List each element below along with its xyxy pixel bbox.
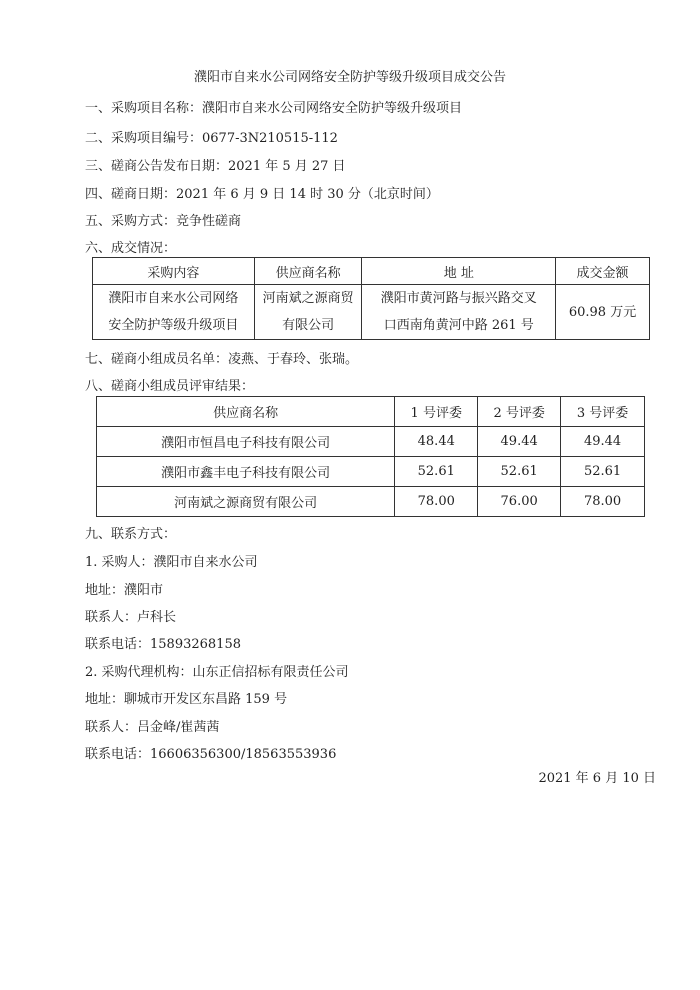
header-address: 地 址 — [362, 258, 556, 285]
agency-line: 2. 采购代理机构：山东正信招标有限责任公司 — [85, 665, 349, 680]
project-number-line: 二、采购项目编号：0677-3N210515-112 — [85, 131, 338, 146]
panel-members-line: 七、磋商小组成员名单：凌燕、于春玲、张瑞。 — [85, 352, 359, 367]
score: 52.61 — [561, 457, 645, 487]
deal-table — [92, 257, 650, 340]
procurement-method-line: 五、采购方式：竞争性磋商 — [85, 214, 242, 229]
agency-address-line: 地址：聊城市开发区东昌路 159 号 — [85, 692, 288, 707]
score: 49.44 — [561, 427, 645, 457]
score-table-header — [97, 397, 645, 427]
header-judge-1: 1 号评委 — [395, 397, 478, 427]
project-name-line: 一、采购项目名称：濮阳市自来水公司网络安全防护等级升级项目 — [85, 101, 463, 116]
header-content: 采购内容 — [93, 258, 255, 285]
deal-table-header — [93, 258, 650, 285]
cell-amount: 60.98 万元 — [556, 285, 650, 340]
score: 52.61 — [395, 457, 478, 487]
supplier-name: 河南斌之源商贸有限公司 — [97, 487, 395, 517]
header-judge-3: 3 号评委 — [561, 397, 645, 427]
cell-supplier: 河南斌之源商贸 有限公司 — [254, 285, 362, 340]
header-judge-2: 2 号评委 — [478, 397, 561, 427]
score: 78.00 — [395, 487, 478, 517]
score: 49.44 — [478, 427, 561, 457]
negotiation-date-line: 四、磋商日期：2021 年 6 月 9 日 14 时 30 分（北京时间） — [85, 187, 439, 202]
contact-heading: 九、联系方式： — [85, 527, 177, 542]
supplier-name: 濮阳市鑫丰电子科技有限公司 — [97, 457, 395, 487]
agency-contact-line: 联系人：吕金峰/崔茜茜 — [85, 720, 220, 735]
purchaser-phone-line: 联系电话：15893268158 — [85, 637, 241, 652]
score: 52.61 — [478, 457, 561, 487]
header-supplier: 供应商名称 — [254, 258, 362, 285]
announcement-date-line: 三、磋商公告发布日期：2021 年 5 月 27 日 — [85, 159, 346, 174]
header-amount: 成交金额 — [556, 258, 650, 285]
purchaser-line: 1. 采购人：濮阳市自来水公司 — [85, 555, 258, 570]
document-title: 濮阳市自来水公司网络安全防护等级升级项目成交公告 — [193, 70, 506, 85]
score: 76.00 — [478, 487, 561, 517]
agency-phone-line: 联系电话：16606356300/18563553936 — [85, 747, 337, 762]
table-row — [97, 487, 645, 517]
score-table — [96, 396, 645, 517]
cell-address: 濮阳市黄河路与振兴路交叉 口西南角黄河中路 261 号 — [362, 285, 556, 340]
table-row — [97, 427, 645, 457]
header-supplier-name: 供应商名称 — [97, 397, 395, 427]
supplier-name: 濮阳市恒昌电子科技有限公司 — [97, 427, 395, 457]
table-row — [97, 457, 645, 487]
document-date: 2021 年 6 月 10 日 — [538, 771, 656, 786]
purchaser-contact-line: 联系人：卢科长 — [85, 610, 177, 625]
score: 78.00 — [561, 487, 645, 517]
deal-status-heading: 六、成交情况： — [85, 241, 177, 256]
cell-content: 濮阳市自来水公司网络 安全防护等级升级项目 — [93, 285, 255, 340]
purchaser-address-line: 地址：濮阳市 — [85, 583, 164, 598]
deal-table-row — [93, 285, 650, 340]
score: 48.44 — [395, 427, 478, 457]
review-results-heading: 八、磋商小组成员评审结果： — [85, 379, 255, 394]
